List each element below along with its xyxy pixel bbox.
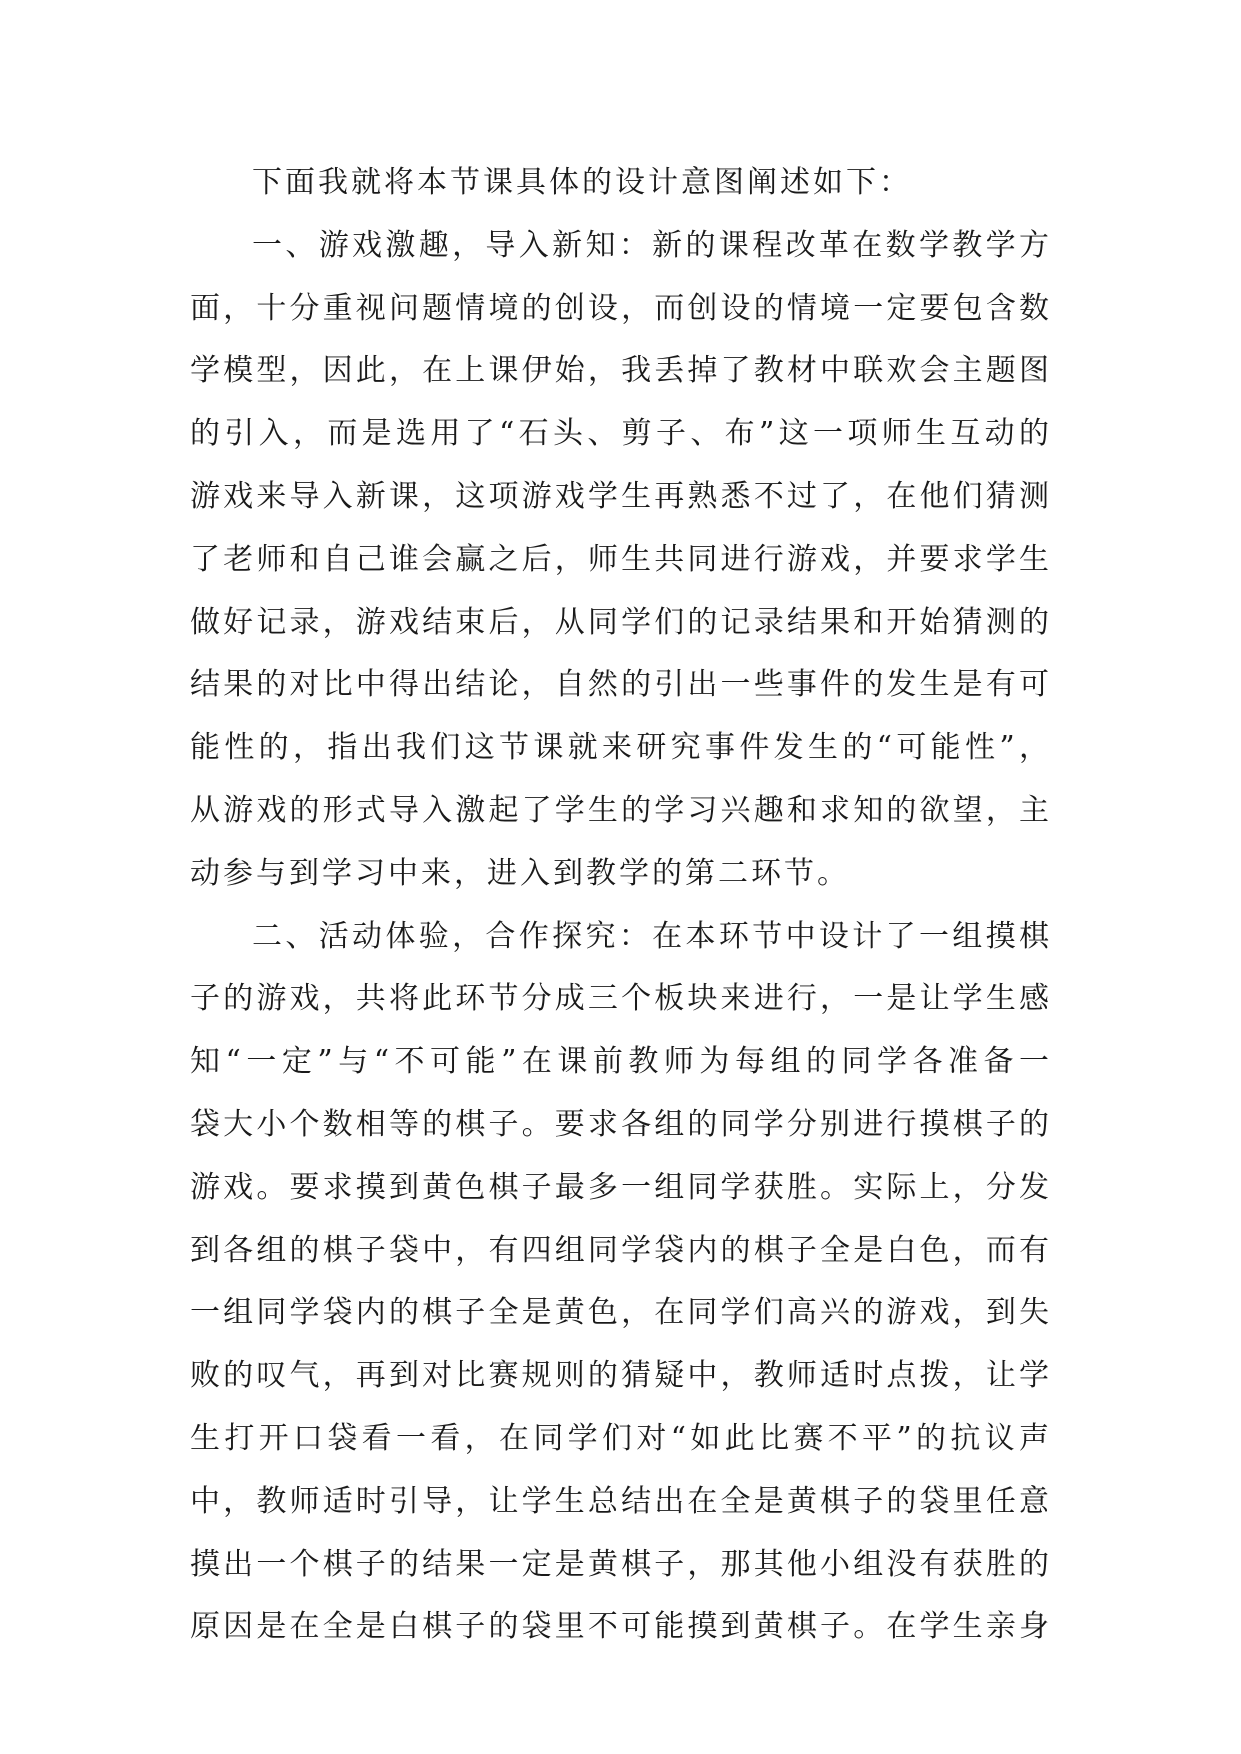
body-text-line: 面，十分重视问题情境的创设，而创设的情境一定要包含数 [190,290,1052,326]
body-text-line: 摸出一个棋子的结果一定是黄棋子，那其他小组没有获胜的 [190,1546,1052,1582]
body-text-line: 学模型，因此，在上课伊始，我丢掉了教材中联欢会主题图 [190,353,1052,389]
body-text-line: 做好记录，游戏结束后，从同学们的记录结果和开始猜测的 [190,604,1052,640]
body-text-line: 败的叹气，再到对比赛规则的猜疑中，教师适时点拨，让学 [190,1358,1052,1394]
body-text-line: 生打开口袋看一看，在同学们对“如此比赛不平”的抗议声 [190,1420,1052,1456]
section-two-heading-line: 二、活动体验，合作探究：在本环节中设计了一组摸棋 [252,918,1052,954]
body-text-line: 一组同学袋内的棋子全是黄色，在同学们高兴的游戏，到失 [190,1295,1052,1331]
body-text-line: 了老师和自己谁会赢之后，师生共同进行游戏，并要求学生 [190,541,1052,577]
body-text-line: 子的游戏，共将此环节分成三个板块来进行，一是让学生感 [190,981,1052,1017]
body-text-line: 的引入，而是选用了“石头、剪子、布”这一项师生互动的 [190,416,1052,452]
body-text-line: 中，教师适时引导，让学生总结出在全是黄棋子的袋里任意 [190,1483,1052,1519]
body-text-line: 能性的，指出我们这节课就来研究事件发生的“可能性”， [190,730,1052,766]
body-text-line: 从游戏的形式导入激起了学生的学习兴趣和求知的欲望，主 [190,792,1052,828]
body-text-line: 游戏。要求摸到黄色棋子最多一组同学获胜。实际上，分发 [190,1169,1052,1205]
document-body [190,152,1052,1659]
paragraph-intro-line: 下面我就将本节课具体的设计意图阐述如下： [252,165,912,200]
body-text-line: 动参与到学习中来，进入到教学的第二环节。 [190,855,850,891]
section-one-heading-line: 一、游戏激趣，导入新知：新的课程改革在数学教学方 [252,227,1052,263]
body-text-line: 知“一定”与“不可能”在课前教师为每组的同学各准备一 [190,1044,1052,1080]
body-text-line: 结果的对比中得出结论，自然的引出一些事件的发生是有可 [190,667,1052,703]
body-text-line: 原因是在全是白棋子的袋里不可能摸到黄棋子。在学生亲身 [190,1609,1052,1645]
body-text-line: 袋大小个数相等的棋子。要求各组的同学分别进行摸棋子的 [190,1106,1052,1142]
body-text-line: 游戏来导入新课，这项游戏学生再熟悉不过了，在他们猜测 [190,478,1052,514]
body-text-line: 到各组的棋子袋中，有四组同学袋内的棋子全是白色，而有 [190,1232,1052,1268]
